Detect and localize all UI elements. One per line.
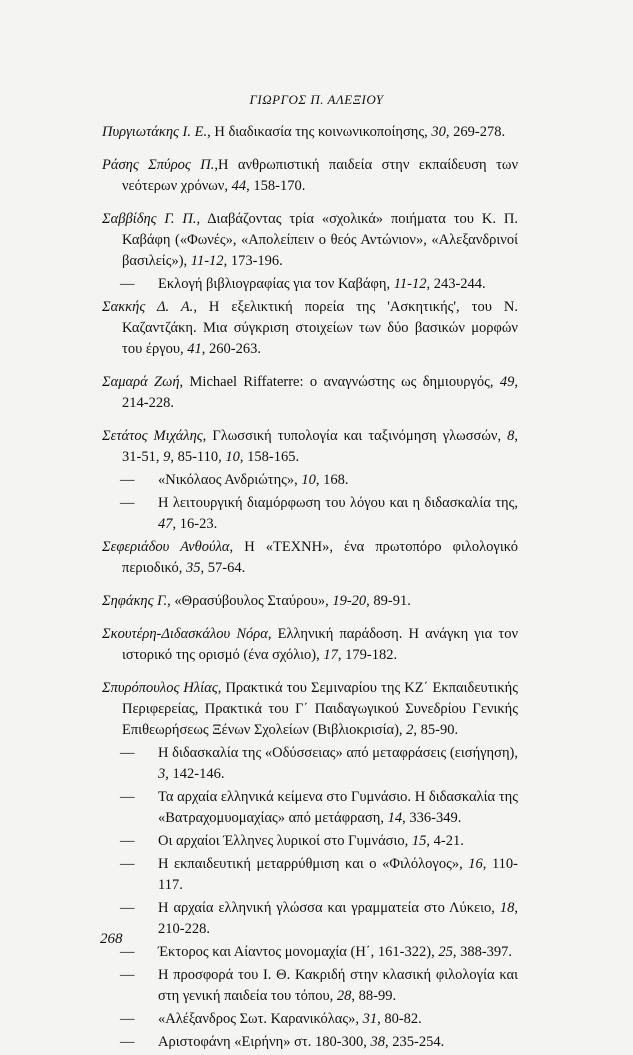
entry-title: , «Θρασύβουλος Σταύρου», — [167, 593, 333, 609]
page-number: 268 — [100, 931, 123, 947]
entry-pages: , 269-278. — [445, 124, 506, 140]
entry-volume: 11-12 — [393, 276, 427, 292]
entry-volume: 10 — [225, 449, 240, 465]
entry-title: , Η «ΤΕΧΝΗ», ένα πρωτοπόρο φιλολογικό περιοδικό, — [122, 539, 518, 576]
entry-title: Τα αρχαία ελληνικά κείμενα στο Γυμνάσιο. Η διδασκαλία της «Βατραχομυομαχίας» από μετάφραση, — [158, 789, 518, 826]
entry-pages: , 85-90. — [413, 722, 459, 738]
entry-pages: , 260-263. — [201, 341, 262, 357]
bibliography-subentry — [102, 1009, 518, 1030]
bibliography-entry — [102, 297, 518, 360]
entry-title: , Michael Riffaterre: ο αναγνώστης ως δημιουργός, — [179, 374, 500, 390]
bibliography-entry — [102, 372, 518, 414]
bibliography-subentry — [102, 942, 518, 963]
entry-volume: 18 — [499, 900, 515, 916]
entry-title: , Διαβάζοντας τρία «σχολικά» ποιήματα του Κ. Π. Καβάφη («Φωνές», «Απολείπειν ο θεός Αντώνιον», «Αλεξανδρινοί βασιλείς»), — [122, 211, 518, 269]
entry-pages: , 4-21. — [426, 833, 464, 849]
entry-pages: , 31-51, — [122, 428, 519, 465]
entry-pages: , 16-23. — [172, 516, 218, 532]
bibliography-entry — [102, 426, 518, 468]
bibliography-subentry — [102, 493, 518, 535]
bibliography-subentry — [102, 743, 518, 785]
entry-pages: , 57-64. — [200, 560, 246, 576]
entry-volume: 28 — [336, 988, 352, 1004]
entry-volume: 44 — [231, 178, 247, 194]
entry-title: Η εκπαιδευτική μεταρρύθμιση και ο «Φιλόλογος», — [158, 856, 469, 872]
entry-volume: 14 — [387, 810, 403, 826]
entry-title: , Η διαδικασία της κοινωνικοποίησης, — [207, 124, 432, 140]
entry-volume: 47 — [158, 516, 173, 532]
bibliography-entry — [102, 155, 518, 197]
entry-title: Η διδασκαλία της «Οδύσσειας» από μεταφράσεις (εισήγηση), — [158, 745, 518, 761]
entry-pages: , 158-170. — [246, 178, 306, 194]
entry-author: Σαμαρά Ζωή — [102, 374, 180, 390]
entry-title: Αριστοφάνη «Ειρήνη» στ. 180-300, — [158, 1034, 371, 1050]
entry-title: , Πρακτικά του Σεμιναρίου της ΚΖ΄ Εκπαιδευτικής Περιφερείας, Πρακτικά του Γ΄ Παιδαγωγικού Συνεδρίου Γενικής Επιθεωρήσεως Ξένων Σχολείων (Βιβλιοκρισία), — [122, 680, 519, 738]
entry-pages: , 179-182. — [337, 647, 398, 663]
bibliography-subentry — [102, 854, 518, 896]
entry-title: Η λειτουργική διαμόρφωση του λόγου και η διδασκαλία της, — [158, 495, 518, 511]
entry-volume: 2 — [406, 722, 414, 738]
entry-volume: 25 — [438, 944, 453, 960]
entry-pages: , 85-110, — [170, 449, 226, 465]
bibliography-subentry — [102, 787, 518, 829]
entry-pages: , 168. — [315, 472, 349, 488]
entry-volume: 49 — [499, 374, 515, 390]
entry-author: Σκουτέρη-Διδασκάλου Νόρα — [102, 626, 268, 642]
bibliography-list — [102, 122, 518, 1055]
entry-volume: 19-20 — [332, 593, 367, 609]
entry-title: , Ελληνική παράδοση. Η ανάγκη για τον ιστορικό της ορισμό (ένα σχόλιο), — [122, 626, 518, 663]
entry-title: Η αρχαία ελληνική γλώσσα και γραμματεία στο Λύκειο, — [158, 900, 500, 916]
entry-author: Σπυρόπουλος Ηλίας — [102, 680, 218, 696]
bibliography-entry — [102, 678, 518, 741]
entry-pages: , 388-397. — [452, 944, 513, 960]
entry-pages: , 142-146. — [165, 766, 225, 782]
bibliography-subentry — [102, 470, 518, 491]
entry-pages: , 80-82. — [377, 1011, 422, 1027]
entry-title: ,Η ανθρωπιστική παιδεία στην εκπαίδευση των νεότερων χρόνων, — [122, 157, 518, 194]
entry-pages: , 210-228. — [158, 900, 518, 937]
bibliography-entry — [102, 624, 518, 666]
entry-title: Εκλογή βιβλιογραφίας για τον Καβάφη, — [158, 276, 394, 292]
entry-pages: , 88-99. — [351, 988, 397, 1004]
bibliography-subentry — [102, 965, 518, 1007]
entry-pages: , 158-165. — [239, 449, 300, 465]
entry-title: Οι αρχαίοι Έλληνες λυρικοί στο Γυμνάσιο, — [158, 833, 412, 849]
entry-pages: , 214-228. — [122, 374, 518, 411]
entry-author: Σεφεριάδου Ανθούλα — [102, 539, 230, 555]
entry-volume: 17 — [323, 647, 338, 663]
bibliography-subentry — [102, 898, 518, 940]
entry-pages: , 110-117. — [158, 856, 518, 893]
entry-pages: , 173-196. — [223, 253, 283, 269]
entry-pages: , 336-349. — [402, 810, 462, 826]
entry-volume: 41 — [187, 341, 202, 357]
bibliography-entry — [102, 122, 518, 143]
entry-author: Ράσης Σπύρος Π. — [102, 157, 215, 173]
entry-volume: 30 — [431, 124, 446, 140]
entry-title: , Η εξελικτική πορεία της 'Ασκητικής', του Ν. Καζαντζάκη. Μια σύγκριση στοιχείων των δύο βασικών μορφών του έργου, — [122, 299, 518, 357]
bibliography-entry — [102, 537, 518, 579]
entry-volume: 11-12 — [190, 253, 224, 269]
entry-author: Πυργιωτάκης Ι. Ε. — [102, 124, 208, 140]
entry-volume: 10 — [301, 472, 316, 488]
entry-pages: , 235-254. — [385, 1034, 445, 1050]
bibliography-entry — [102, 591, 518, 612]
entry-volume: 16 — [468, 856, 483, 872]
bibliography-subentry — [102, 274, 518, 295]
entry-pages: , 89-91. — [366, 593, 411, 609]
bibliography-subentry — [102, 1032, 518, 1053]
entry-volume: 15 — [411, 833, 427, 849]
entry-volume: 35 — [186, 560, 201, 576]
entry-volume: 8 — [507, 428, 515, 444]
entry-title: «Αλέξανδρος Σωτ. Καρανικόλας», — [158, 1011, 363, 1027]
running-head: ΓΙΩΡΓΟΣ Π. ΑΛΕΞΙΟΥ — [249, 92, 384, 107]
entry-author: Σαββίδης Γ. Π. — [102, 211, 197, 227]
entry-volume: 3 — [158, 766, 166, 782]
entry-title: Η προσφορά του Ι. Θ. Κακριδή στην κλασική φιλολογία και στη γενική παιδεία του τόπου, — [158, 967, 518, 1004]
bibliography-subentry — [102, 831, 518, 852]
entry-pages: , 243-244. — [426, 276, 486, 292]
entry-author: Σηφάκης Γ. — [102, 593, 168, 609]
bibliography-entry — [102, 209, 518, 272]
entry-volume: 9 — [163, 449, 171, 465]
entry-volume: 38 — [370, 1034, 386, 1050]
entry-author: Σακκής Δ. Α. — [102, 299, 194, 315]
entry-author: Σετάτος Μιχάλης — [102, 428, 203, 444]
entry-title: , Γλωσσική τυπολογία και ταξινόμηση γλωσσών, — [202, 428, 508, 444]
entry-volume: 31 — [362, 1011, 378, 1027]
entry-title: «Νικόλαος Ανδριώτης», — [158, 472, 302, 488]
entry-title: Έκτορος και Αίαντος μονομαχία (Η΄, 161-322), — [158, 944, 439, 960]
